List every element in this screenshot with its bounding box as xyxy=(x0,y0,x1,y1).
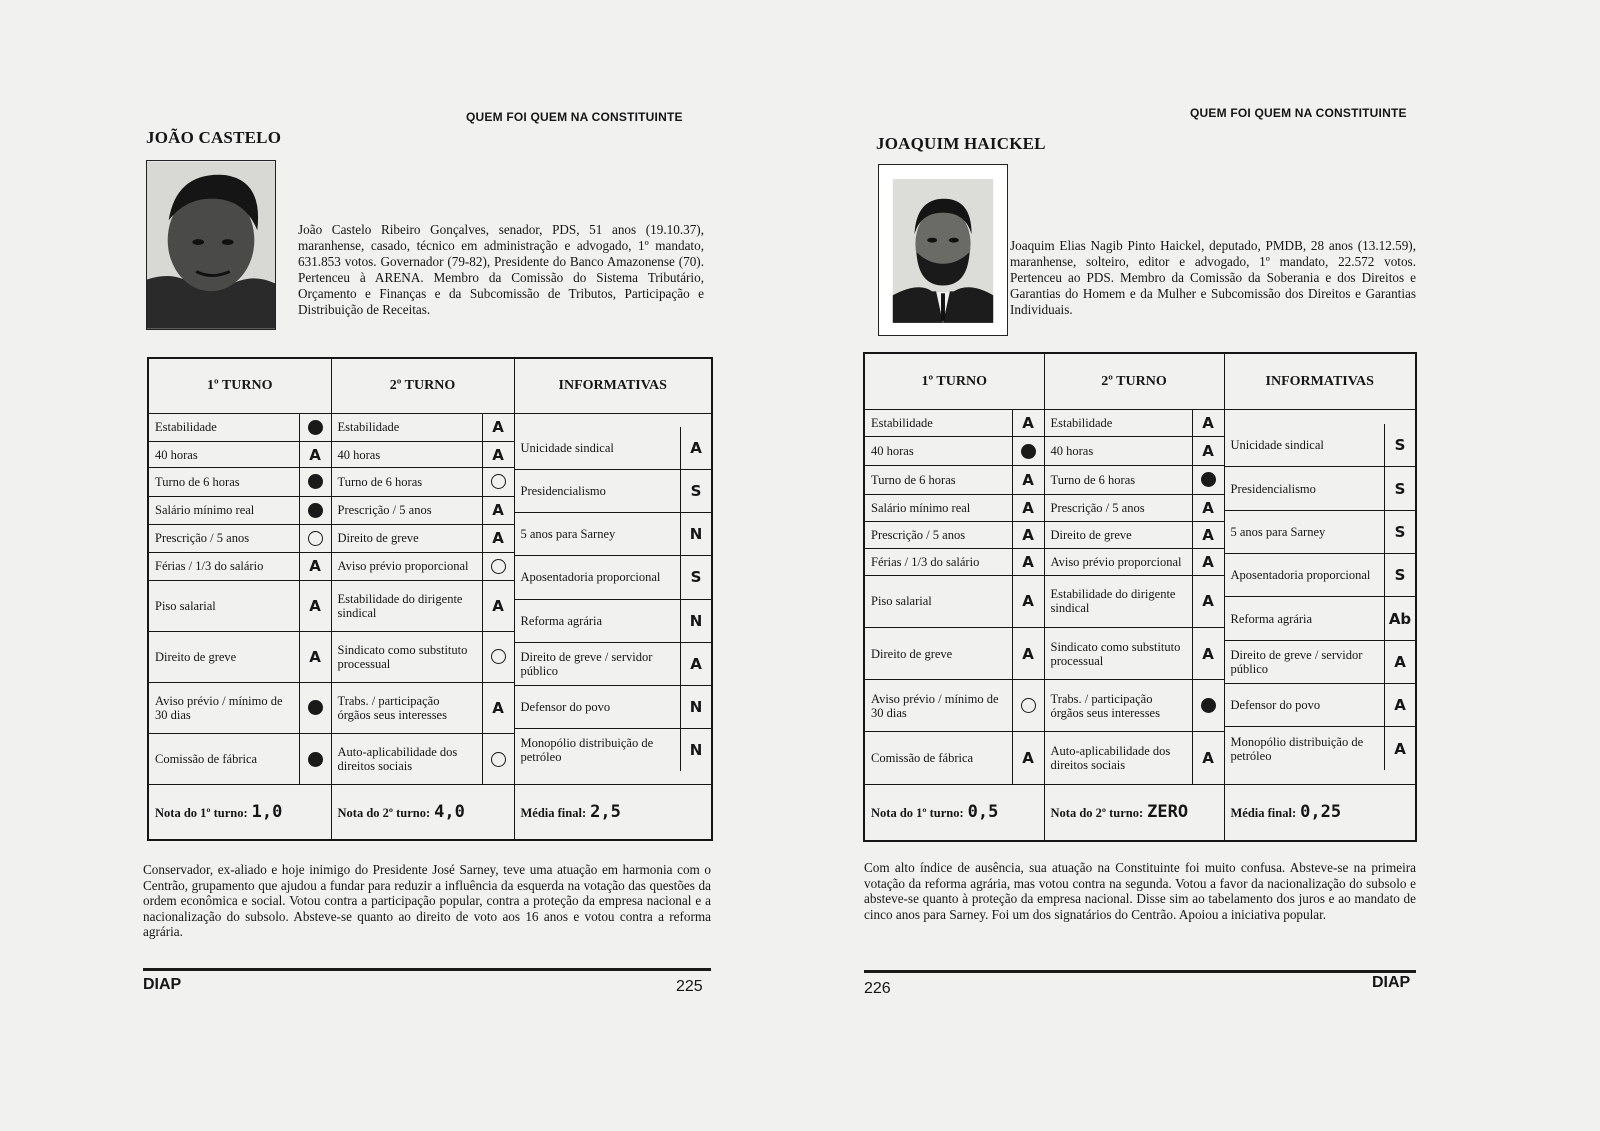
informativas-column xyxy=(514,413,712,784)
running-head: QUEM FOI QUEM NA CONSTITUINTE xyxy=(1190,106,1407,120)
footer-label: DIAP xyxy=(143,976,182,993)
informativa-topic: Defensor do povo xyxy=(1230,698,1321,713)
empty-circle-icon xyxy=(491,649,506,664)
deputy-name: JOÃO CASTELO xyxy=(146,128,282,147)
second-turn-topic: Turno de 6 horas xyxy=(331,468,482,496)
second-turn-vote xyxy=(482,733,514,784)
page-number: 225 xyxy=(676,978,703,995)
second-turn-topic: Direito de greve xyxy=(331,524,482,552)
informativa-row xyxy=(1225,424,1416,467)
first-turn-vote xyxy=(299,496,331,524)
note-first-turn: Nota do 1º turno: 1,0 xyxy=(148,785,331,840)
second-turn-topic: Trabs. / participação órgãos seus interesses xyxy=(1044,680,1192,732)
table-row xyxy=(148,413,712,441)
informativa-row xyxy=(515,556,712,599)
first-turn-topic: Comissão de fábrica xyxy=(148,733,299,784)
first-turn-topic: Turno de 6 horas xyxy=(148,468,299,496)
left-page xyxy=(0,0,780,1131)
first-turn-vote xyxy=(1012,732,1044,784)
running-head: QUEM FOI QUEM NA CONSTITUINTE xyxy=(466,110,683,124)
first-turn-vote xyxy=(299,552,331,580)
note-first-turn: Nota do 1º turno: 0,5 xyxy=(864,784,1044,841)
second-turn-topic: 40 horas xyxy=(1044,437,1192,466)
second-turn-vote xyxy=(1192,732,1224,784)
informativa-vote: S xyxy=(1384,554,1415,596)
table-row xyxy=(864,410,1416,437)
informativa-row xyxy=(1225,641,1416,684)
first-turn-vote xyxy=(299,442,331,468)
informativa-row xyxy=(1225,597,1416,640)
vote-mark: A xyxy=(1202,525,1214,544)
filled-circle-icon xyxy=(308,700,323,715)
first-turn-vote xyxy=(299,580,331,631)
informativa-topic: Presidencialismo xyxy=(520,483,606,498)
second-turn-vote xyxy=(1192,627,1224,679)
vote-mark: A xyxy=(1202,592,1214,611)
informativa-vote: A xyxy=(680,427,711,469)
header-first-turn: 1º TURNO xyxy=(864,353,1044,410)
first-turn-topic: Prescrição / 5 anos xyxy=(864,521,1012,548)
informativa-row xyxy=(515,470,712,513)
informativa-vote: N xyxy=(680,686,711,728)
second-turn-vote xyxy=(1192,437,1224,466)
first-turn-topic: Aviso prévio / mínimo de 30 dias xyxy=(148,682,299,733)
second-turn-vote xyxy=(1192,521,1224,548)
first-turn-topic: Salário mínimo real xyxy=(148,496,299,524)
informativa-vote: A xyxy=(1384,641,1415,683)
informativa-vote: N xyxy=(680,513,711,555)
footer-label: DIAP xyxy=(1372,974,1411,991)
second-turn-vote xyxy=(1192,466,1224,495)
filled-circle-icon xyxy=(308,420,323,435)
informativa-topic: Reforma agrária xyxy=(1230,611,1313,626)
second-turn-topic: Estabilidade xyxy=(331,413,482,441)
informativa-row xyxy=(515,686,712,729)
header-second-turn: 2º TURNO xyxy=(1044,353,1224,410)
informativas-column xyxy=(1224,410,1416,785)
portrait-photo-icon xyxy=(146,160,276,330)
informativa-topic: Aposentadoria proporcional xyxy=(520,570,661,585)
vote-mark: A xyxy=(492,418,504,437)
second-turn-vote xyxy=(482,552,514,580)
empty-circle-icon xyxy=(491,474,506,489)
filled-circle-icon xyxy=(308,752,323,767)
first-turn-vote xyxy=(1012,680,1044,732)
vote-mark: A xyxy=(1022,414,1034,433)
right-page xyxy=(820,0,1600,1131)
second-turn-topic: Aviso prévio proporcional xyxy=(331,552,482,580)
vote-mark: A xyxy=(1022,592,1034,611)
vote-mark: A xyxy=(1202,442,1214,461)
second-turn-vote xyxy=(482,524,514,552)
informativa-topic: Unicidade sindical xyxy=(1230,438,1324,453)
second-turn-vote xyxy=(482,442,514,468)
header-first-turn: 1º TURNO xyxy=(148,358,331,413)
first-turn-vote xyxy=(1012,437,1044,466)
first-turn-topic: Direito de greve xyxy=(148,631,299,682)
second-turn-topic: Estabilidade xyxy=(1044,410,1192,437)
informativa-vote: A xyxy=(680,643,711,685)
informativa-row xyxy=(1225,467,1416,510)
first-turn-vote xyxy=(1012,575,1044,627)
note-second-turn: Nota do 2º turno: ZERO xyxy=(1044,784,1224,841)
vote-mark: A xyxy=(309,596,321,615)
informativa-row xyxy=(1225,554,1416,597)
second-turn-vote xyxy=(1192,575,1224,627)
vote-mark: A xyxy=(1202,498,1214,517)
vote-mark: A xyxy=(492,445,504,464)
first-turn-vote xyxy=(299,524,331,552)
header-second-turn: 2º TURNO xyxy=(331,358,514,413)
biography: João Castelo Ribeiro Gonçalves, senador, PDS, 51 anos (19.10.37), maranhense, casado, técnico em administração e advogado, 1º mandato, 631.853 votos. Governador (79-82), Presidente do Banco Amazonense (70). Pertenceu à ARENA. Membro da Comissão do Sistema Tributário, Orçamento e Finanças e da Subcomissão de Tributos, Participação e Distribuição de Receitas. xyxy=(298,222,704,317)
second-turn-vote xyxy=(482,682,514,733)
header-informativas: INFORMATIVAS xyxy=(514,358,712,413)
second-turn-vote xyxy=(482,496,514,524)
informativa-row xyxy=(1225,511,1416,554)
second-turn-topic: Sindicato como substituto processual xyxy=(331,631,482,682)
first-turn-vote xyxy=(299,413,331,441)
first-turn-topic: Salário mínimo real xyxy=(864,494,1012,521)
second-turn-topic: Direito de greve xyxy=(1044,521,1192,548)
footer-rule xyxy=(864,970,1416,973)
first-turn-vote xyxy=(299,468,331,496)
informativa-topic: Direito de greve / servidor público xyxy=(1230,647,1363,676)
second-turn-topic: Turno de 6 horas xyxy=(1044,466,1192,495)
informativa-row xyxy=(1225,727,1416,769)
second-turn-topic: Sindicato como substituto processual xyxy=(1044,627,1192,679)
informativa-topic: Monopólio distribuição de petróleo xyxy=(1230,734,1364,763)
portrait-photo-icon-graphic xyxy=(879,165,1007,335)
first-turn-topic: Estabilidade xyxy=(864,410,1012,437)
second-turn-vote xyxy=(1192,410,1224,437)
informativa-vote: N xyxy=(680,600,711,642)
vote-mark: A xyxy=(309,445,321,464)
informativa-row xyxy=(515,513,712,556)
portrait-photo-icon-graphic xyxy=(147,161,275,329)
informativa-topic: Reforma agrária xyxy=(520,613,603,628)
vote-mark: A xyxy=(1202,644,1214,663)
vote-mark: A xyxy=(1022,525,1034,544)
second-turn-topic: Estabilidade do dirigente sindical xyxy=(331,580,482,631)
first-turn-vote xyxy=(1012,548,1044,575)
vote-mark: A xyxy=(1202,414,1214,433)
first-turn-topic: Turno de 6 horas xyxy=(864,466,1012,495)
votes-table xyxy=(863,352,1417,842)
first-turn-topic: Comissão de fábrica xyxy=(864,732,1012,784)
first-turn-vote xyxy=(1012,627,1044,679)
first-turn-topic: 40 horas xyxy=(864,437,1012,466)
first-turn-vote xyxy=(1012,494,1044,521)
second-turn-vote xyxy=(482,580,514,631)
first-turn-topic: Estabilidade xyxy=(148,413,299,441)
second-turn-topic: Prescrição / 5 anos xyxy=(1044,494,1192,521)
informativa-vote: N xyxy=(680,729,711,771)
informativa-vote: S xyxy=(1384,511,1415,553)
first-turn-topic: Aviso prévio / mínimo de 30 dias xyxy=(864,680,1012,732)
informativa-vote: S xyxy=(680,470,711,512)
first-turn-topic: Férias / 1/3 do salário xyxy=(864,548,1012,575)
informativa-topic: Presidencialismo xyxy=(1230,481,1316,496)
informativa-topic: Monopólio distribuição de petróleo xyxy=(520,736,654,765)
second-turn-topic: Estabilidade do dirigente sindical xyxy=(1044,575,1192,627)
empty-circle-icon xyxy=(491,752,506,767)
empty-circle-icon xyxy=(1021,698,1036,713)
first-turn-vote xyxy=(299,733,331,784)
biography: Joaquim Elias Nagib Pinto Haickel, deputado, PMDB, 28 anos (13.12.59), maranhense, solteiro, editor e advogado, 1º mandato, 22.572 votos. Pertenceu ao PDS. Membro da Comissão da Soberania e dos Direitos e Garantias do Homem e da Mulher e Subcomissão dos Direitos e Garantias Individuais. xyxy=(1010,238,1416,317)
informativa-topic: Aposentadoria proporcional xyxy=(1230,568,1371,583)
first-turn-topic: Direito de greve xyxy=(864,627,1012,679)
header-informativas: INFORMATIVAS xyxy=(1224,353,1416,410)
first-turn-vote xyxy=(299,631,331,682)
filled-circle-icon xyxy=(308,503,323,518)
second-turn-vote xyxy=(482,631,514,682)
note-final: Média final: 0,25 xyxy=(1224,784,1416,841)
vote-mark: A xyxy=(309,557,321,576)
first-turn-vote xyxy=(1012,410,1044,437)
vote-mark: A xyxy=(492,501,504,520)
first-turn-topic: Prescrição / 5 anos xyxy=(148,524,299,552)
portrait-photo-icon xyxy=(878,164,1008,336)
second-turn-topic: Trabs. / participação órgãos seus interesses xyxy=(331,682,482,733)
informativa-vote: S xyxy=(1384,467,1415,509)
filled-circle-icon xyxy=(1201,472,1216,487)
second-turn-topic: Prescrição / 5 anos xyxy=(331,496,482,524)
vote-mark: A xyxy=(1022,749,1034,768)
second-turn-vote xyxy=(482,413,514,441)
second-turn-vote xyxy=(482,468,514,496)
informativa-row xyxy=(515,600,712,643)
informativa-row xyxy=(515,729,712,771)
informativa-topic: 5 anos para Sarney xyxy=(520,527,616,542)
informativa-topic: Defensor do povo xyxy=(520,700,611,714)
footer-rule xyxy=(143,968,711,971)
second-turn-topic: Aviso prévio proporcional xyxy=(1044,548,1192,575)
first-turn-vote xyxy=(299,682,331,733)
informativa-row xyxy=(1225,684,1416,727)
second-turn-topic: Auto-aplicabilidade dos direitos sociais xyxy=(331,733,482,784)
note-second-turn: Nota do 2º turno: 4,0 xyxy=(331,785,514,840)
filled-circle-icon xyxy=(1201,698,1216,713)
vote-mark: A xyxy=(492,596,504,615)
empty-circle-icon xyxy=(491,559,506,574)
informativa-topic: Direito de greve / servidor público xyxy=(520,649,653,678)
summary-text: Conservador, ex-aliado e hoje inimigo do Presidente José Sarney, teve uma atuação em harmonia com o Centrão, grupamento que ajudou a fundar para reduzir a influência da esquerda na votação das questões da ordem econômica e social. Votou contra a participação popular, contra a proteção da empresa nacional e a nacionalização do subsolo. Absteve-se quanto ao direito de voto aos 16 anos e votou contra a reforma agrária. xyxy=(143,862,711,939)
votes-table xyxy=(147,357,713,841)
first-turn-topic: Férias / 1/3 do salário xyxy=(148,552,299,580)
vote-mark: A xyxy=(1022,470,1034,489)
informativa-row xyxy=(515,643,712,686)
vote-mark: A xyxy=(1202,552,1214,571)
summary-text: Com alto índice de ausência, sua atuação na Constituinte foi muito confusa. Absteve-se na primeira votação da reforma agrária, mas votou contra na segunda. Votou a favor da nacionalização do subsolo e absteve-se quanto à proteção da empresa nacional. Disse sim ao tabelamento dos juros e ao mandato de cinco anos para Sarney. Foi um dos signatários do Centrão. Apoiou a iniciativa popular. xyxy=(864,860,1416,922)
informativa-topic: Unicidade sindical xyxy=(520,440,614,455)
second-turn-vote xyxy=(1192,680,1224,732)
vote-mark: A xyxy=(1202,749,1214,768)
empty-circle-icon xyxy=(308,531,323,546)
vote-mark: A xyxy=(492,698,504,717)
first-turn-vote xyxy=(1012,466,1044,495)
informativa-vote: A xyxy=(1384,727,1415,769)
informativa-topic: 5 anos para Sarney xyxy=(1230,524,1326,539)
informativa-vote: S xyxy=(1384,424,1415,466)
informativa-row xyxy=(515,427,712,470)
first-turn-topic: 40 horas xyxy=(148,442,299,468)
second-turn-topic: Auto-aplicabilidade dos direitos sociais xyxy=(1044,732,1192,784)
second-turn-topic: 40 horas xyxy=(331,442,482,468)
vote-mark: A xyxy=(492,529,504,548)
informativa-vote: S xyxy=(680,556,711,598)
second-turn-vote xyxy=(1192,548,1224,575)
vote-mark: A xyxy=(1022,498,1034,517)
filled-circle-icon xyxy=(308,474,323,489)
vote-mark: A xyxy=(1022,644,1034,663)
filled-circle-icon xyxy=(1021,444,1036,459)
informativa-vote: Ab xyxy=(1384,597,1415,639)
deputy-name: JOAQUIM HAICKEL xyxy=(876,134,1046,153)
first-turn-topic: Piso salarial xyxy=(864,575,1012,627)
second-turn-vote xyxy=(1192,494,1224,521)
vote-mark: A xyxy=(1022,552,1034,571)
first-turn-vote xyxy=(1012,521,1044,548)
note-final: Média final: 2,5 xyxy=(514,785,712,840)
page-number: 226 xyxy=(864,980,891,997)
first-turn-topic: Piso salarial xyxy=(148,580,299,631)
vote-mark: A xyxy=(309,647,321,666)
informativa-vote: A xyxy=(1384,684,1415,726)
